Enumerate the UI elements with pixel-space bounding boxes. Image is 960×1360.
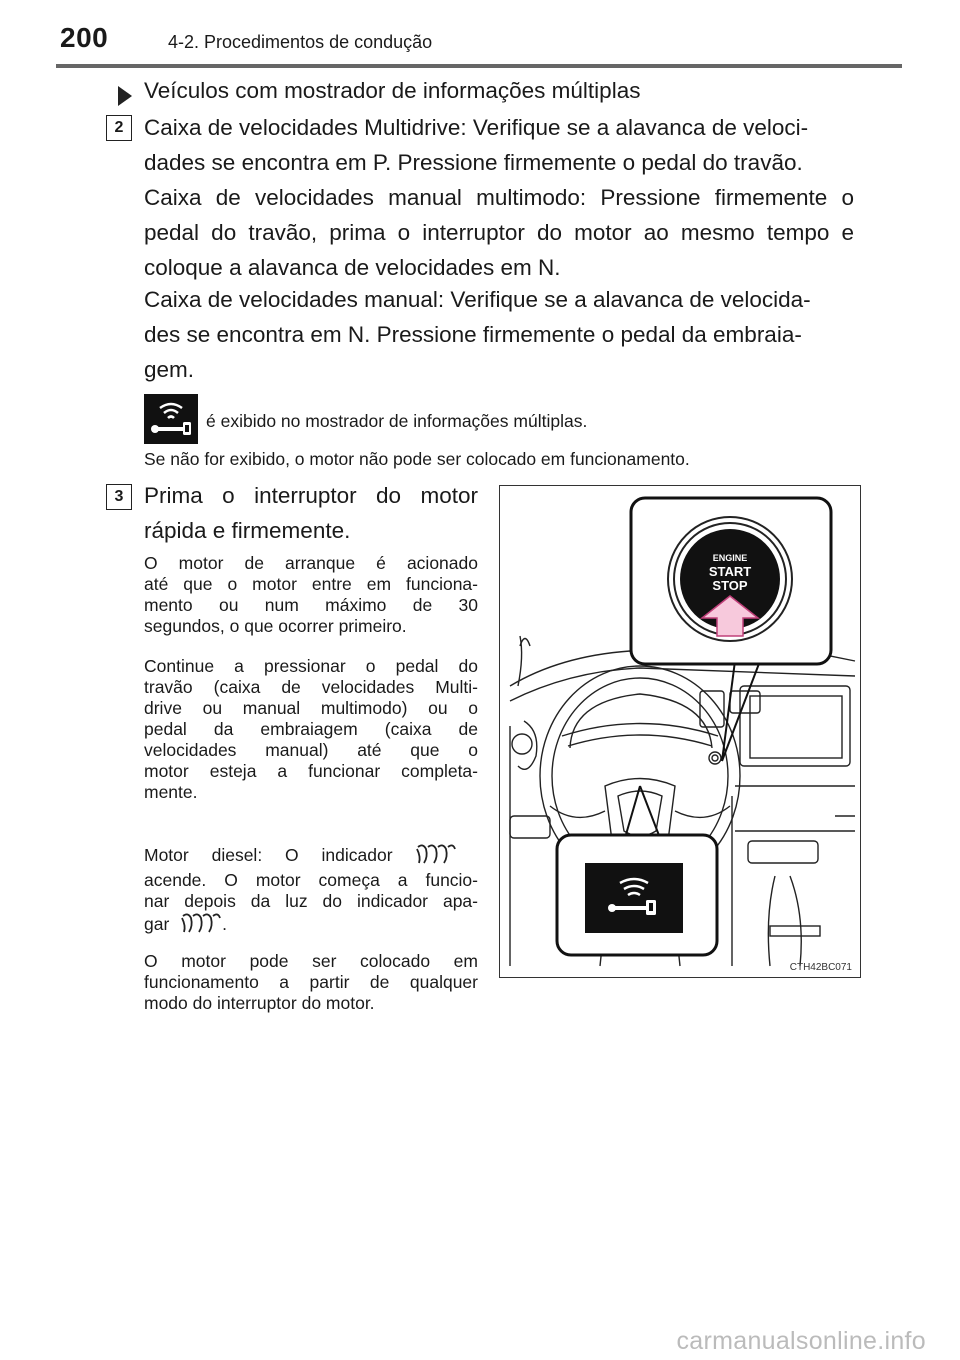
step2-paragraph-manual <box>144 282 854 387</box>
glow-plug-indicator-icon <box>415 843 457 870</box>
figure-code: CTH42BC071 <box>789 962 852 973</box>
text-line: drive ou manual multimodo) ou o <box>144 698 478 718</box>
text-line: Caixa de velocidades manual: Verifique se a alavanca de velocida- <box>144 287 811 312</box>
text-line: motor esteja a funcionar completa- <box>144 761 478 781</box>
subheading: Veículos com mostrador de informações múltiplas <box>144 78 641 103</box>
text-line: dades se encontra em P. Pressione firmemente o pedal do travão. <box>144 150 803 175</box>
section-title: 4-2. Procedimentos de condução <box>168 32 433 52</box>
icon-note-2: Se não for exibido, o motor não pode ser colocado em funcionamento. <box>144 449 690 469</box>
triangle-bullet-icon <box>118 86 132 106</box>
text-line: até que o motor entre em funciona- <box>144 574 478 594</box>
text-line: travão (caixa de velocidades Multi- <box>144 677 478 697</box>
page-number: 200 <box>60 22 109 53</box>
text-line <box>144 843 478 870</box>
header-rule <box>56 64 902 68</box>
text-span: . <box>222 914 228 935</box>
glow-plug-indicator-icon <box>180 912 222 939</box>
step2-paragraph-multimode <box>144 180 854 285</box>
text-line: nar depois da luz do indicador apa- <box>144 891 478 911</box>
smart-key-indicator-icon <box>144 394 198 444</box>
icon-note: é exibido no mostrador de informações múltiplas. <box>206 411 588 431</box>
button-label-stop: STOP <box>712 578 748 593</box>
text-line: coloque a alavanca de velocidades em N. <box>144 255 561 280</box>
button-label-engine: ENGINE <box>712 553 748 563</box>
text-line: O motor pode ser colocado em <box>144 951 478 971</box>
text-span: gar <box>144 914 170 935</box>
text-line <box>144 912 478 939</box>
text-line: acende. O motor começa a funcio- <box>144 870 478 890</box>
text-line: pedal do travão, prima o interruptor do motor ao mesmo tempo e <box>144 220 854 245</box>
text-line: Caixa de velocidades manual multimodo: Pressione firmemente o <box>144 185 854 210</box>
text-span: Motor diesel: O indicador <box>144 845 393 866</box>
button-label-start: START <box>708 564 752 579</box>
step3-note-starter <box>144 553 478 637</box>
text-line: Prima o interruptor do motor <box>144 483 478 508</box>
step3-note-diesel <box>144 843 478 939</box>
watermark: carmanualsonline.info <box>676 1327 926 1355</box>
step2-paragraph-multidrive <box>144 110 854 180</box>
text-line: des se encontra em N. Pressione firmemente o pedal da embraia- <box>144 322 802 347</box>
text-line: O motor de arranque é acionado <box>144 553 478 573</box>
step-number-3: 3 <box>106 484 132 510</box>
text-line: rápida e firmemente. <box>144 518 351 543</box>
text-line: gem. <box>144 357 195 382</box>
text-line: pedal da embraiagem (caixa de <box>144 719 478 739</box>
text-line: modo do interruptor do motor. <box>144 993 375 1013</box>
step3-note-pedal <box>144 656 478 803</box>
text-line: Continue a pressionar o pedal do <box>144 656 478 676</box>
text-line: segundos, o que ocorrer primeiro. <box>144 616 407 636</box>
step3-note-any-mode <box>144 951 478 1014</box>
dashboard-drawing <box>500 486 860 977</box>
text-line: mento ou num máximo de 30 <box>144 595 478 615</box>
text-line: mente. <box>144 782 198 802</box>
engine-switch-illustration <box>499 485 861 978</box>
text-line: funcionamento a partir de qualquer <box>144 972 478 992</box>
text-line: Caixa de velocidades Multidrive: Verifique se a alavanca de veloci- <box>144 115 809 140</box>
step-number-2: 2 <box>106 115 132 141</box>
step3-main-text <box>144 478 478 548</box>
text-line: velocidades manual) até que o <box>144 740 478 760</box>
